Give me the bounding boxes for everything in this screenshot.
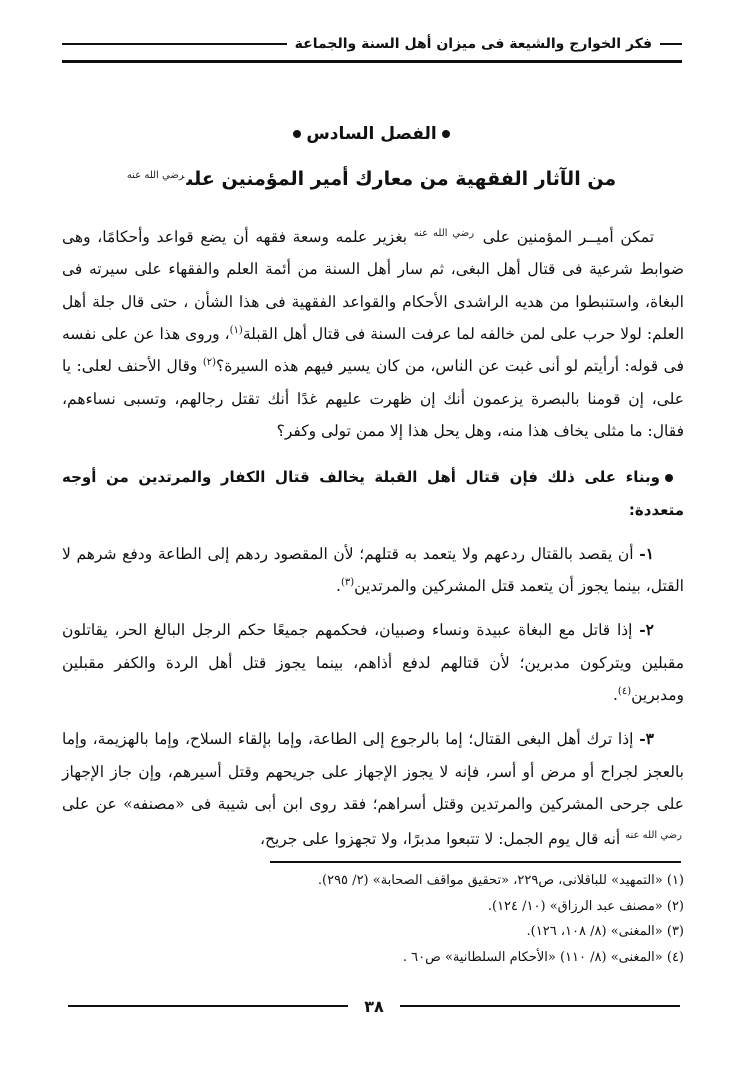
footer-rule-right	[400, 1005, 680, 1007]
header-rule-right	[660, 43, 682, 45]
chapter-title-text: من الآثار الفقهية من معارك أمير المؤمنين على	[186, 168, 617, 190]
footer-rule-left	[68, 1005, 348, 1007]
item-tail: .	[336, 577, 341, 596]
item-number: ٢-	[639, 620, 654, 640]
section-lead	[62, 461, 684, 526]
list-item-3	[62, 723, 684, 855]
header-rule-left	[62, 43, 287, 45]
footnote-ref-1[interactable]: (١)	[229, 324, 243, 336]
page-number: ٣٨	[364, 996, 384, 1016]
item-text-part2: أنه قال يوم الجمل: لا تتبعوا مدبرًا، ولا تجهزوا على جريح،	[259, 830, 626, 849]
item-text: أن يقصد بالقتال ردعهم ولا يتعمد به قتلهم؛ لأن المقصود ردهم إلى الطاعة ودفع شرهم لا القتل، بينما يجوز أن يتعمد قتل المشركين والمرتدين	[62, 544, 684, 596]
chapter-label-text: الفصل السادس	[306, 124, 437, 144]
list-item-1	[62, 538, 684, 603]
chapter-title	[0, 168, 743, 190]
item-text: إذا قاتل مع البغاة عبيدة ونساء وصبيان، فحكمهم جميعًا حكم الرجل البالغ الحر، يقاتلون مقبلين ويتركون مدبرين؛ لأن قتالهم لدفع أذاهم، بينما يجوز قتل أهل الردة والكفر مقبلين ومدبرين	[62, 621, 684, 705]
bullet-icon	[665, 474, 673, 482]
footnote-separator	[270, 861, 681, 863]
footnote-ref-3[interactable]: (٣)	[340, 576, 355, 588]
honorific-ligature-icon: رضي الله عنه	[413, 228, 475, 239]
intro-text-part4: وقال الأحنف لعلى: يا على، إن قومنا بالبصرة يزعمون أنك إن ظهرت عليهم غدًا أنك تقتل رجالهم، وتسبى نساءهم، فقال: ما مثلى يخاف هذا منه، وهل يحل هذا إلا ممن تولى وكفر؟	[62, 357, 684, 440]
item-number: ١-	[639, 543, 654, 563]
honorific-ligature-icon: رضي الله عنه	[126, 169, 185, 181]
bullet-icon	[293, 130, 301, 138]
header-underline	[62, 60, 682, 63]
bullet-icon	[442, 130, 450, 138]
footnotes	[200, 868, 684, 970]
footnote-ref-2[interactable]: (٢)	[202, 357, 217, 369]
intro-text-part2: بغزير علمه وسعة فقهه أن يضع قواعد وأحكامًا، وهى ضوابط شرعية فى قتال أهل البغى، ثم سار أهل السنة من أئمة العلم والفقهاء على سيرته فى البغاة، واستنبطوا من هديه الراشدى الأحكام والقواعد الفقهية فى هذا الشأن ، حتى قال جلة أهل العلم: لولا حرب على لمن خالفه لما عرفت السنة فى قتال أهل القبلة	[62, 228, 684, 344]
item-text-part1: إذا ترك أهل البغى القتال؛ إما بالرجوع إلى الطاعة، وإما بإلقاء السلاح، وإما بالهزيمة، وإما بالعجز لجراح أو مرض أو أسر، فإنه لا يجوز الإجهاز على جريحهم وقتل أسيرهم، وإن جاز الإجهاز على جرحى المشركين والمرتدين وقتل أسراهم؛ فقد روى ابن أبى شيبة فى «مصنفه» عن على	[62, 730, 684, 813]
intro-text-part3: ، وروى هذا عن على نفسه فى قوله: أرأيتم لو أنى غبت عن الناس، من كان يسير فيهم هذه السيرة؟	[62, 325, 685, 376]
running-header	[62, 31, 682, 57]
item-tail: .	[612, 686, 618, 705]
item-number: ٣-	[639, 729, 654, 749]
running-header-title: فكر الخوارج والشيعة فى ميزان أهل السنة والجماعة	[294, 36, 652, 52]
footnote-3: (٣) «المغنى» (٨/ ١٠٨، ١٢٦).	[526, 924, 684, 939]
footnote-4: (٤) «المغنى» (٨/ ١١٠) «الأحكام السلطانية» ص٦٠ .	[402, 949, 684, 965]
section-lead-text: وبناء على ذلك فإن قتال أهل القبلة يخالف قتال الكفار والمرتدين من أوجه متعددة:	[62, 468, 684, 519]
footnote-1: (١) «التمهيد» للباقلانى، ص٢٢٩، «تحقيق مواقف الصحابة» (٢/ ٢٩٥).	[317, 873, 684, 888]
footnote-2: (٢) «مصنف عبد الرزاق» (١٠/ ١٢٤).	[487, 898, 684, 914]
intro-paragraph	[62, 218, 684, 447]
chapter-label	[0, 124, 743, 144]
page-footer	[68, 997, 680, 1015]
honorific-ligature-icon: رضي الله عنه	[625, 830, 682, 842]
intro-text-part1: تمكن أميــر المؤمنين على	[476, 228, 655, 247]
body-text	[62, 218, 684, 856]
list-item-2	[62, 614, 684, 711]
footnote-ref-4[interactable]: (٤)	[617, 685, 632, 697]
